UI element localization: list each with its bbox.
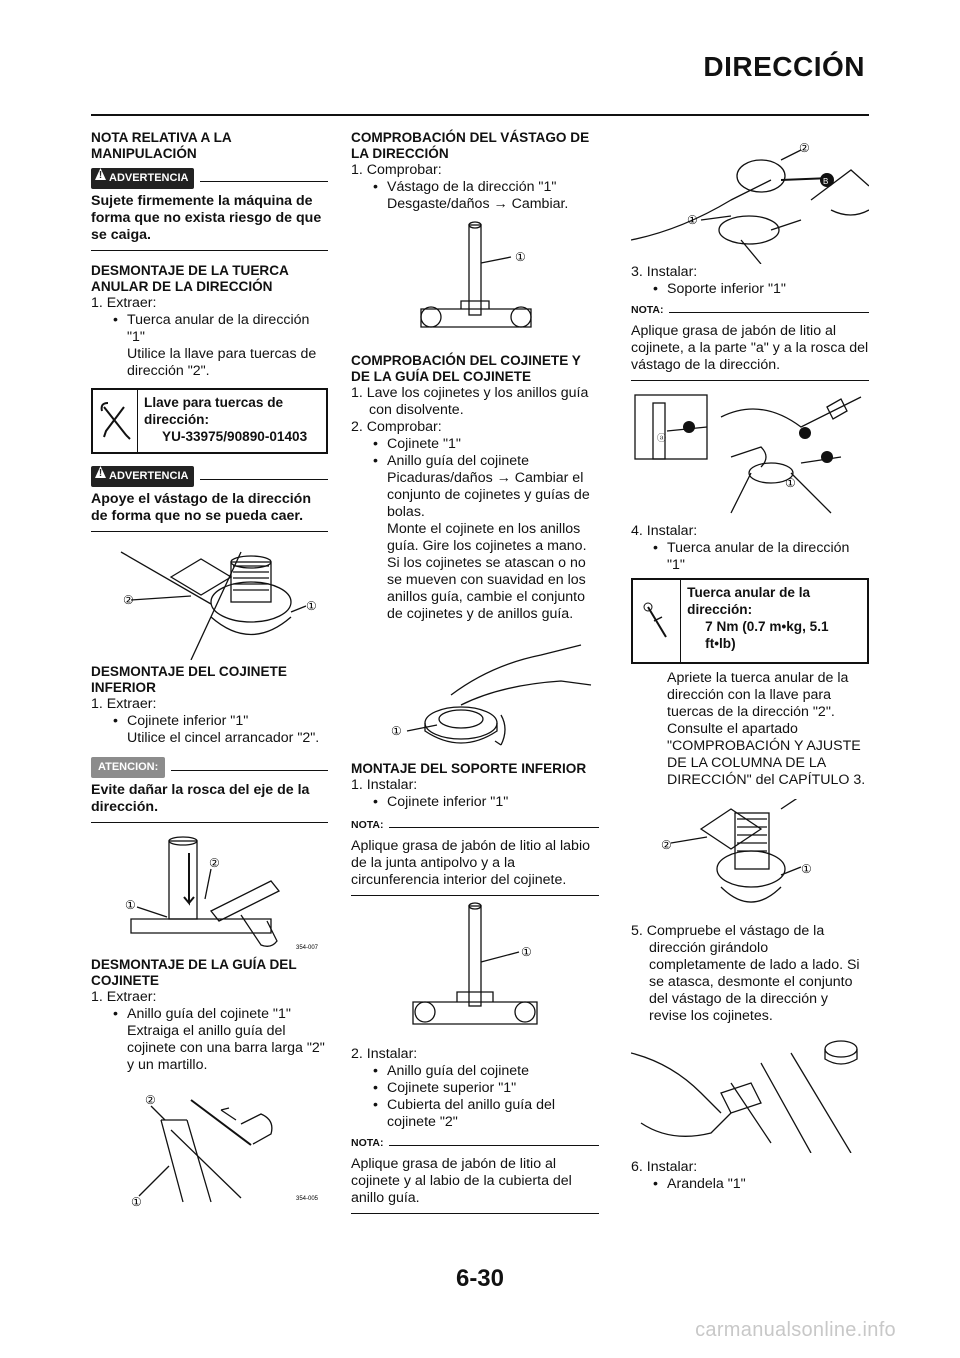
note-header xyxy=(351,1135,599,1152)
figure-grease-application xyxy=(631,387,869,523)
caution-badge: ATENCION: xyxy=(91,757,165,778)
figure-steering-nut xyxy=(91,532,328,660)
section-heading: DESMONTAJE DE LA TUERCA ANULAR DE LA DIRECCIÓN xyxy=(91,263,289,294)
svg-text:②: ② xyxy=(799,141,810,155)
svg-text:ⓐ: ⓐ xyxy=(657,433,667,443)
figure-bearing-removal xyxy=(91,823,328,953)
caution-header xyxy=(91,757,328,778)
svg-text:①: ① xyxy=(521,945,532,959)
instruction-text: Picaduras/daños → Cambiar el conjunto de cojinetes y guías de bolas. xyxy=(387,470,590,520)
note-text: Aplique grasa de jabón de litio al labio de la junta antipolvo y a la circunferencia interior del cojinete. xyxy=(351,838,590,888)
bullet-item: • Anillo guía del cojinete xyxy=(351,1063,599,1080)
figure-lower-bracket-install xyxy=(631,130,869,264)
page-title: DIRECCIÓN xyxy=(703,51,865,82)
svg-text:B: B xyxy=(823,177,829,186)
bullet-item: • Tuerca anular de la dirección "1" xyxy=(91,312,328,346)
bullet-item: • Vástago de la dirección "1" xyxy=(351,179,599,196)
svg-text:②: ② xyxy=(661,838,672,852)
torque-name: Tuerca anular de la dirección: xyxy=(687,585,811,617)
step: 1. Comprobar: xyxy=(351,162,442,178)
torque-wrench-icon xyxy=(633,580,681,662)
step: 1. Extraer: xyxy=(91,989,157,1005)
note-header xyxy=(351,817,599,834)
step: 5. Compruebe el vástago de la dirección girándolo completamente de lado a lado. Si se atasca, desmonte el conjunto del vástago de la dirección y revise los cojinetes. xyxy=(631,923,860,1024)
torque-value: 7 Nm (0.7 m•kg, 5.1 ft•lb) xyxy=(705,619,829,651)
svg-text:①: ① xyxy=(131,1195,142,1209)
tool-name: Llave para tuercas de dirección: xyxy=(144,395,284,427)
divider xyxy=(631,380,869,381)
bullet-item: • Cojinete "1" xyxy=(351,436,599,453)
bullet-item: • Soporte inferior "1" xyxy=(631,281,869,298)
warning-badge: ! ADVERTENCIA xyxy=(91,168,194,189)
figure-steering-stem xyxy=(351,213,599,349)
figure-stem-rotation xyxy=(631,1033,869,1153)
page-number: 6-30 xyxy=(455,1265,505,1292)
step: 6. Instalar: xyxy=(631,1159,698,1175)
svg-text:①: ① xyxy=(125,898,136,912)
warning-badge: ! ADVERTENCIA xyxy=(91,466,194,487)
svg-text:①: ① xyxy=(785,476,796,490)
bullet-item: • Cojinete superior "1" xyxy=(351,1080,599,1097)
note-label: NOTA: xyxy=(351,819,384,831)
step: 1. Instalar: xyxy=(351,777,418,793)
section-heading: COMPROBACIÓN DEL VÁSTAGO DE LA DIRECCIÓN xyxy=(351,130,590,161)
instruction-text: Extraiga el anillo guía del cojinete con una barra larga "2" y un martillo. xyxy=(127,1023,325,1073)
instruction-text: Apriete la tuerca anular de la dirección con la llave para tuercas de la dirección "2". xyxy=(667,670,849,720)
section-heading: DESMONTAJE DE LA GUÍA DEL COJINETE xyxy=(91,957,297,988)
bullet-item: • Cubierta del anillo guía del cojinete "2" xyxy=(351,1097,599,1131)
divider xyxy=(351,1213,599,1214)
svg-text:①: ① xyxy=(391,724,402,738)
section-heading: MONTAJE DEL SOPORTE INFERIOR xyxy=(351,761,587,776)
figure-lower-bracket xyxy=(351,896,599,1046)
step: 1. Extraer: xyxy=(91,295,157,311)
section-heading: DESMONTAJE DEL COJINETE INFERIOR xyxy=(91,664,287,695)
step: 1. Extraer: xyxy=(91,696,157,712)
figure-bearing-check xyxy=(351,623,599,759)
note-text: Aplique grasa de jabón de litio al cojinete, a la parte "a" y a la rosca del vástago de la dirección. xyxy=(631,323,869,373)
svg-text:①: ① xyxy=(515,250,526,264)
bullet-item: • Anillo guía del cojinete "1" xyxy=(91,1006,328,1023)
caution-text: Evite dañar la rosca del eje de la dirección. xyxy=(91,782,310,815)
instruction-text: Utilice la llave para tuercas de dirección "2". xyxy=(127,346,317,379)
bullet-item: • Arandela "1" xyxy=(631,1176,869,1193)
bullet-item: • Cojinete inferior "1" xyxy=(91,713,328,730)
figure-code: 354-007 xyxy=(296,945,319,951)
instruction-text: Monte el cojinete en los anillos guía. Gire los cojinetes a mano. Si los cojinetes se atascan o no se mueven con suavidad en los anillos guía, cambie el conjunto de cojinetes y de anillos guía. xyxy=(387,521,587,622)
step: 4. Instalar: xyxy=(631,523,698,539)
note-label: NOTA: xyxy=(631,304,664,316)
bullet-item: • Cojinete inferior "1" xyxy=(351,794,599,811)
figure-guide-removal xyxy=(91,1090,328,1210)
step: 1. Lave los cojinetes y los anillos guía con disolvente. xyxy=(351,385,589,418)
note-text: Aplique grasa de jabón de litio al cojinete y al labio de la cubierta del anillo guía. xyxy=(351,1156,572,1206)
wrench-icon xyxy=(93,390,138,452)
tool-code: YU-33975/90890-01403 xyxy=(162,429,308,444)
warning-header xyxy=(91,168,328,189)
instruction-text: Desgaste/daños → Cambiar. xyxy=(387,196,569,212)
divider xyxy=(91,250,328,251)
figure-code: 354-005 xyxy=(296,1196,319,1202)
tool-box xyxy=(91,388,328,454)
bullet-item: • Anillo guía del cojinete xyxy=(351,453,599,470)
torque-box xyxy=(631,578,869,664)
column-2 xyxy=(351,130,599,1214)
svg-text:②: ② xyxy=(209,856,220,870)
section-heading: NOTA RELATIVA A LA MANIPULACIÓN xyxy=(91,130,232,161)
step: 2. Instalar: xyxy=(351,1046,418,1062)
instruction-text: Consulte el apartado "COMPROBACIÓN Y AJUSTE DE LA COLUMNA DE LA DIRECCIÓN" del CAPÍTULO 3. xyxy=(667,721,866,788)
watermark: carmanualsonline.info xyxy=(695,1319,896,1341)
warning-header xyxy=(91,466,328,487)
bullet-item: • Tuerca anular de la dirección "1" xyxy=(631,540,869,574)
instruction-text: Utilice el cincel arrancador "2". xyxy=(127,730,320,746)
step: 2. Comprobar: xyxy=(351,419,442,435)
svg-text:①: ① xyxy=(306,599,317,613)
column-3 xyxy=(631,130,869,1193)
svg-text:①: ① xyxy=(801,862,812,876)
svg-text:②: ② xyxy=(123,593,134,607)
note-label: NOTA: xyxy=(351,1137,384,1149)
svg-text:②: ② xyxy=(145,1093,156,1107)
warning-text: Sujete firmemente la máquina de forma que no exista riesgo de que se caiga. xyxy=(91,193,322,243)
column-1 xyxy=(91,130,328,1210)
header-rule xyxy=(91,114,869,116)
note-header xyxy=(631,302,869,319)
svg-text:①: ① xyxy=(687,213,698,227)
figure-ring-nut-tighten xyxy=(631,799,869,917)
warning-text: Apoye el vástago de la dirección de forma que no se pueda caer. xyxy=(91,491,311,524)
step: 3. Instalar: xyxy=(631,264,698,280)
section-heading: COMPROBACIÓN DEL COJINETE Y DE LA GUÍA DEL COJINETE xyxy=(351,353,581,384)
